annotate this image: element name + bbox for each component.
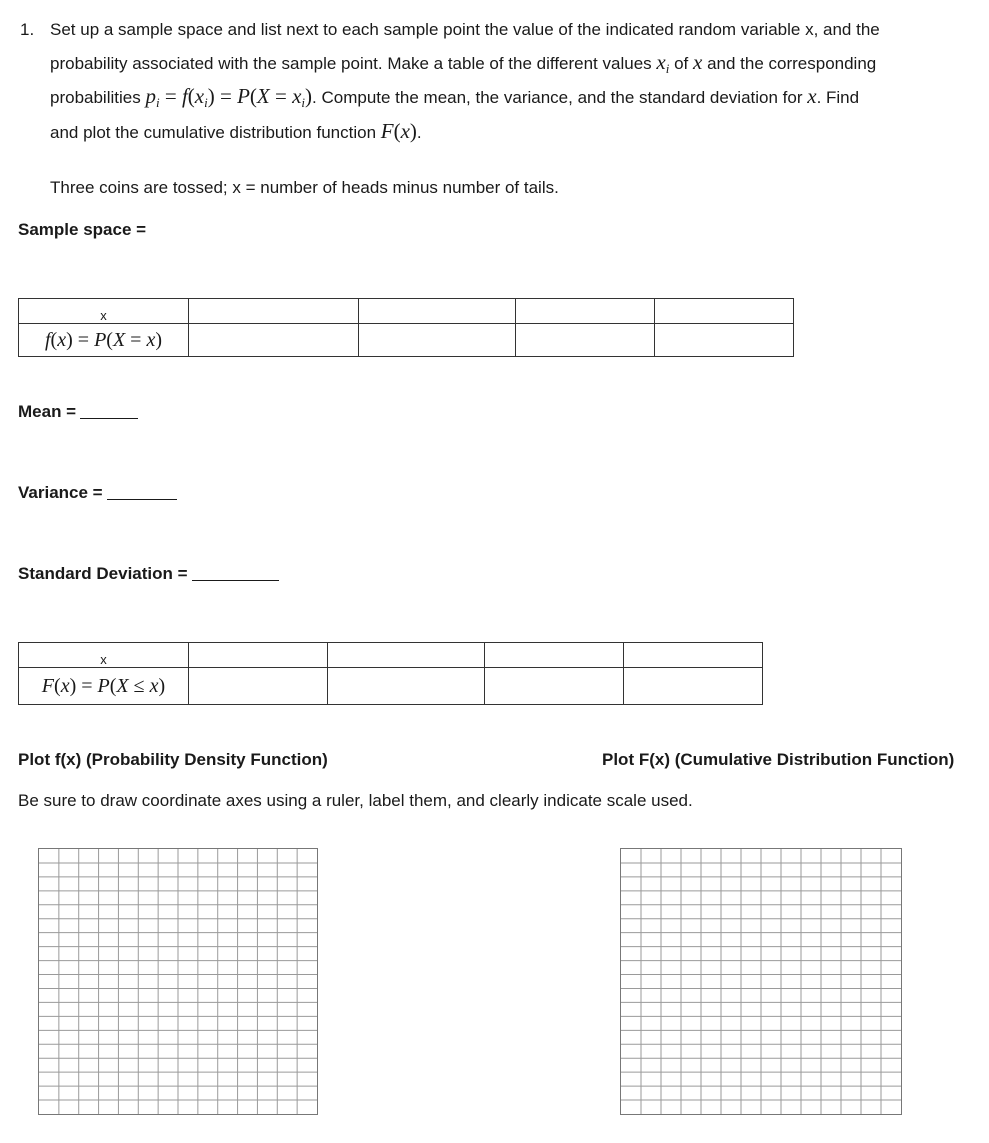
cdf-graph-grid[interactable]	[620, 848, 902, 1115]
pmf-table-cell[interactable]	[655, 299, 794, 324]
question-text-4a: and plot the cumulative distribution function	[50, 123, 377, 142]
sample-space-label: Sample space =	[18, 220, 147, 239]
plot-instructions: Be sure to draw coordinate axes using a ruler, label them, and clearly indicate scale used.	[18, 791, 693, 810]
cdf-table-cell[interactable]	[328, 643, 485, 668]
formula-xi: $x_i$	[656, 50, 670, 76]
plot-cdf-heading: Plot F(x) (Cumulative Distribution Function)	[602, 750, 955, 769]
question-text-2a: probability associated with the sample point. Make a table of the different values	[50, 54, 652, 73]
pmf-table-cell[interactable]	[516, 324, 655, 357]
question-line-4	[50, 119, 422, 144]
cdf-table-cell[interactable]	[328, 668, 485, 705]
question-line-2	[50, 50, 876, 77]
std-dev-blank[interactable]	[192, 566, 279, 581]
cdf-table-cell[interactable]	[624, 643, 763, 668]
pdf-graph-grid[interactable]	[38, 848, 318, 1115]
cdf-table-cell[interactable]	[189, 668, 328, 705]
pmf-table-cell[interactable]	[655, 324, 794, 357]
std-dev-label: Standard Deviation =	[18, 564, 188, 583]
cdf-table	[18, 642, 763, 705]
variance-row	[18, 483, 177, 503]
formula-Fx: F(x)	[380, 119, 417, 143]
question-text-1: Set up a sample space and list next to each sample point the value of the indicated random variable x, and the	[50, 20, 880, 39]
mean-row	[18, 402, 138, 422]
question-line-1	[50, 20, 880, 40]
pmf-table-cell[interactable]	[359, 324, 516, 357]
pmf-table-cell[interactable]	[189, 299, 359, 324]
mean-blank[interactable]	[80, 404, 138, 419]
pmf-table-cell[interactable]	[516, 299, 655, 324]
pmf-table-cell[interactable]	[359, 299, 516, 324]
cdf-table-F-header: F(x) = P(X ≤ x)	[19, 668, 189, 705]
plot-pdf-heading: Plot f(x) (Probability Density Function)	[18, 750, 328, 769]
formula-x: x	[693, 50, 703, 74]
formula-x-2: x	[807, 84, 817, 108]
question-number: 1.	[20, 20, 35, 39]
cdf-table-cell[interactable]	[189, 643, 328, 668]
question-line-3	[50, 84, 859, 111]
pmf-table-f-header: f(x) = P(X = x)	[19, 324, 189, 357]
cdf-table-x-header: x	[19, 643, 189, 668]
variance-blank[interactable]	[107, 485, 177, 500]
question-text-3b: . Compute the mean, the variance, and the standard deviation for	[312, 88, 803, 107]
cdf-table-cell[interactable]	[485, 643, 624, 668]
cdf-table-cell[interactable]	[624, 668, 763, 705]
pmf-table	[18, 298, 794, 357]
question-text-2b: of	[674, 54, 689, 73]
problem-statement: Three coins are tossed; x = number of heads minus number of tails.	[50, 178, 559, 197]
mean-label: Mean =	[18, 402, 77, 421]
std-dev-row	[18, 564, 279, 584]
question-text-2c: and the corresponding	[707, 54, 877, 73]
question-text-4b: .	[416, 123, 422, 142]
variance-label: Variance =	[18, 483, 103, 502]
cdf-table-cell[interactable]	[485, 668, 624, 705]
pmf-table-x-header: x	[19, 299, 189, 324]
formula-pi: $p_i = f(x_i) = P(X = x_i)$	[145, 84, 313, 110]
question-text-3c: . Find	[816, 88, 860, 107]
pmf-table-cell[interactable]	[189, 324, 359, 357]
question-text-3a: probabilities	[50, 88, 141, 107]
